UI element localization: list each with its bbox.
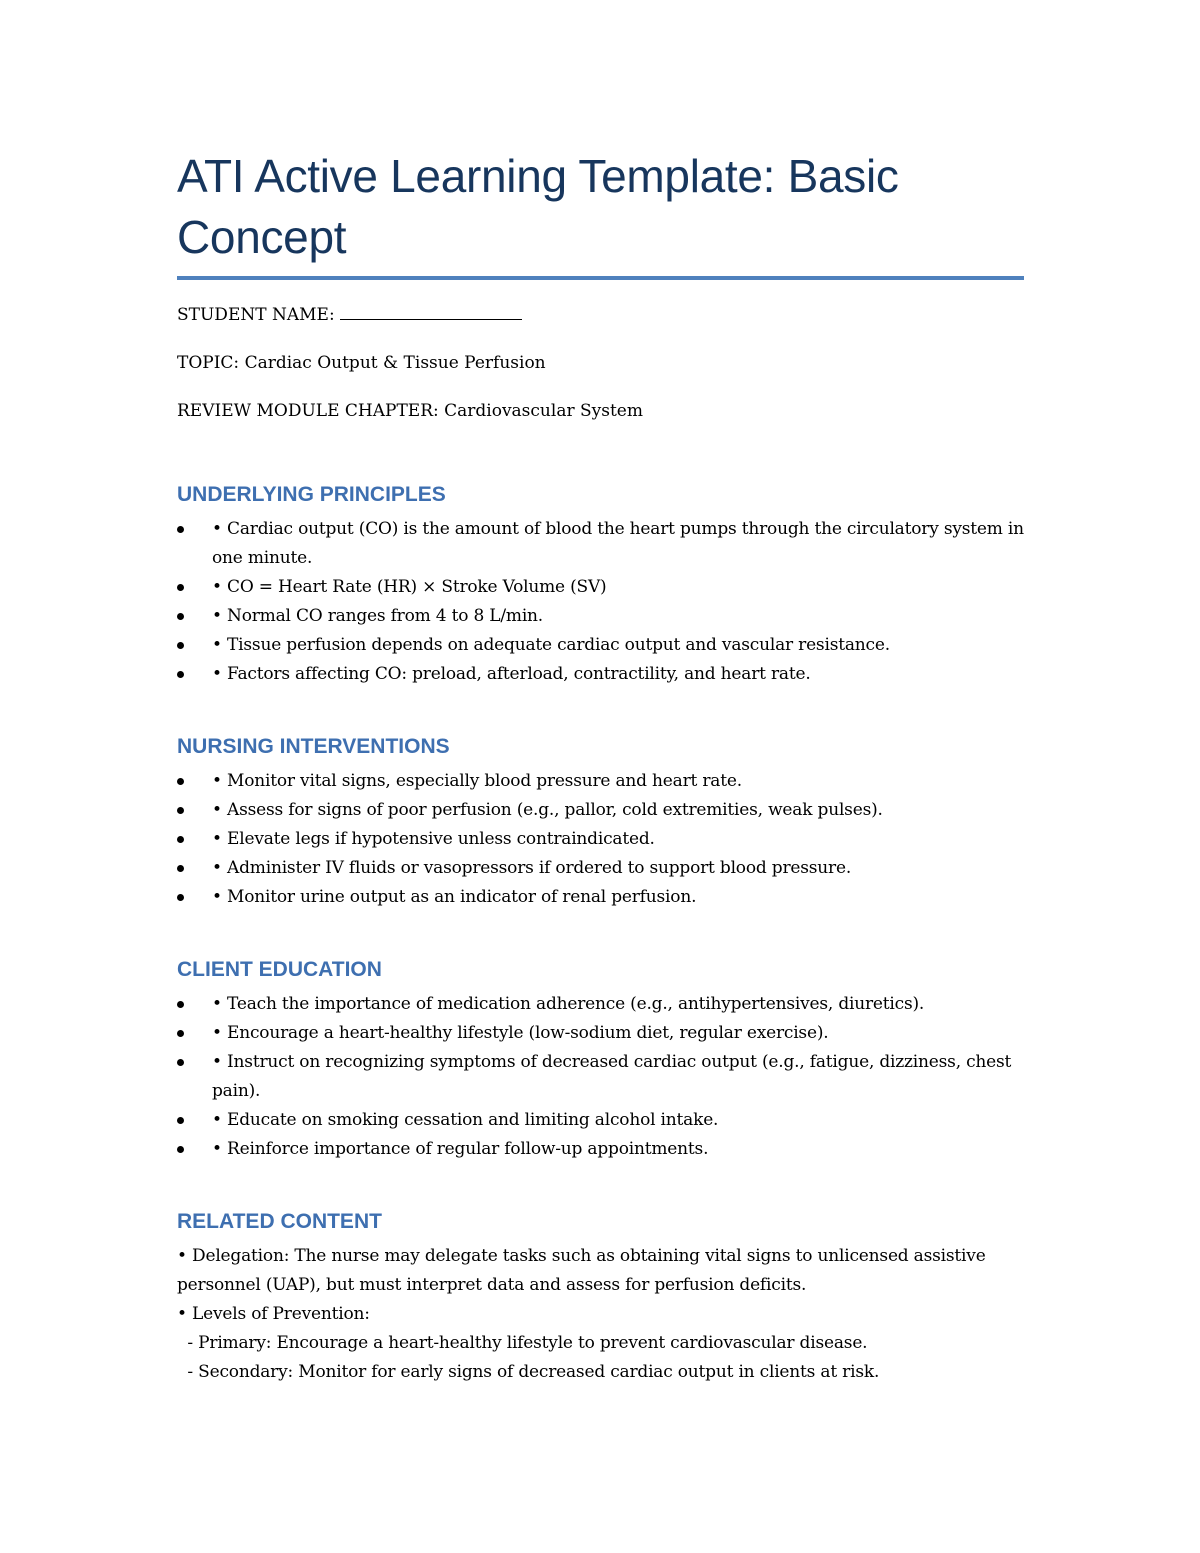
document-page — [177, 146, 1024, 1387]
bullet-icon — [177, 613, 184, 620]
bullet-icon — [177, 671, 184, 678]
list-item-text: • Educate on smoking cessation and limiting alcohol intake. — [212, 1110, 719, 1130]
list-item — [177, 631, 1024, 660]
list-item — [177, 796, 1024, 825]
bullet-icon — [177, 836, 184, 843]
list-item — [177, 767, 1024, 796]
levels-of-prevention-label: • Levels of Prevention: — [177, 1304, 370, 1324]
bullet-icon — [177, 1001, 184, 1008]
related-content-section — [177, 1208, 1024, 1387]
bullet-icon — [177, 1030, 184, 1037]
review-module-line: REVIEW MODULE CHAPTER: Cardiovascular System — [177, 401, 643, 421]
student-name-line — [177, 302, 1024, 328]
client-education-list — [177, 990, 1024, 1164]
bullet-icon — [177, 1117, 184, 1124]
list-item — [177, 1048, 1024, 1106]
list-item — [177, 1019, 1024, 1048]
section-heading-client-education: CLIENT EDUCATION — [177, 958, 382, 981]
list-item-text: • Cardiac output (CO) is the amount of blood the heart pumps through the circulatory system in one minute. — [212, 519, 1024, 568]
list-item — [177, 602, 1024, 631]
list-item-text: • Assess for signs of poor perfusion (e.g., pallor, cold extremities, weak pulses). — [212, 800, 883, 820]
bullet-icon — [177, 526, 184, 533]
primary-prevention-line: - Primary: Encourage a heart-healthy lifestyle to prevent cardiovascular disease. — [177, 1333, 868, 1353]
bullet-icon — [177, 865, 184, 872]
list-item-text: • Monitor vital signs, especially blood pressure and heart rate. — [212, 771, 742, 791]
document-title: ATI Active Learning Template: Basic Concept — [177, 150, 899, 263]
section-heading-related-content: RELATED CONTENT — [177, 1210, 382, 1233]
bullet-icon — [177, 642, 184, 649]
list-item-text: • Normal CO ranges from 4 to 8 L/min. — [212, 606, 544, 626]
bullet-icon — [177, 1146, 184, 1153]
section-heading-nursing-interventions: NURSING INTERVENTIONS — [177, 735, 450, 758]
list-item-text: • Monitor urine output as an indicator of renal perfusion. — [212, 887, 697, 907]
list-item-text: • Instruct on recognizing symptoms of decreased cardiac output (e.g., fatigue, dizziness, chest pain). — [212, 1052, 1012, 1101]
delegation-paragraph: • Delegation: The nurse may delegate tasks such as obtaining vital signs to unlicensed assistive personnel (UAP), but must interpret data and assess for perfusion deficits. — [177, 1246, 986, 1295]
student-name-blank[interactable] — [340, 302, 522, 320]
list-item-text: • Factors affecting CO: preload, afterload, contractility, and heart rate. — [212, 664, 811, 684]
bullet-icon — [177, 894, 184, 901]
student-name-label: STUDENT NAME: — [177, 305, 335, 325]
list-item-text: • Encourage a heart-healthy lifestyle (low-sodium diet, regular exercise). — [212, 1023, 829, 1043]
list-item — [177, 883, 1024, 912]
list-item — [177, 573, 1024, 602]
underlying-principles-list — [177, 515, 1024, 689]
list-item — [177, 1106, 1024, 1135]
list-item-text: • Reinforce importance of regular follow-up appointments. — [212, 1139, 709, 1159]
list-item-text: • Teach the importance of medication adherence (e.g., antihypertensives, diuretics). — [212, 994, 925, 1014]
list-item-text: • Elevate legs if hypotensive unless contraindicated. — [212, 829, 655, 849]
list-item — [177, 990, 1024, 1019]
list-item-text: • Tissue perfusion depends on adequate cardiac output and vascular resistance. — [212, 635, 890, 655]
list-item — [177, 825, 1024, 854]
bullet-icon — [177, 584, 184, 591]
list-item — [177, 1135, 1024, 1164]
list-item — [177, 660, 1024, 689]
list-item-text: • CO = Heart Rate (HR) × Stroke Volume (SV) — [212, 577, 607, 597]
bullet-icon — [177, 778, 184, 785]
list-item — [177, 515, 1024, 573]
underlying-principles-section — [177, 481, 1024, 689]
title-underline — [177, 276, 1024, 280]
secondary-prevention-line: - Secondary: Monitor for early signs of decreased cardiac output in clients at risk. — [177, 1362, 880, 1382]
topic-line: TOPIC: Cardiac Output & Tissue Perfusion — [177, 353, 546, 373]
list-item — [177, 854, 1024, 883]
section-heading-underlying-principles: UNDERLYING PRINCIPLES — [177, 483, 446, 506]
nursing-interventions-section — [177, 733, 1024, 912]
list-item-text: • Administer IV fluids or vasopressors if ordered to support blood pressure. — [212, 858, 852, 878]
nursing-interventions-list — [177, 767, 1024, 912]
bullet-icon — [177, 1059, 184, 1066]
bullet-icon — [177, 807, 184, 814]
client-education-section — [177, 956, 1024, 1164]
